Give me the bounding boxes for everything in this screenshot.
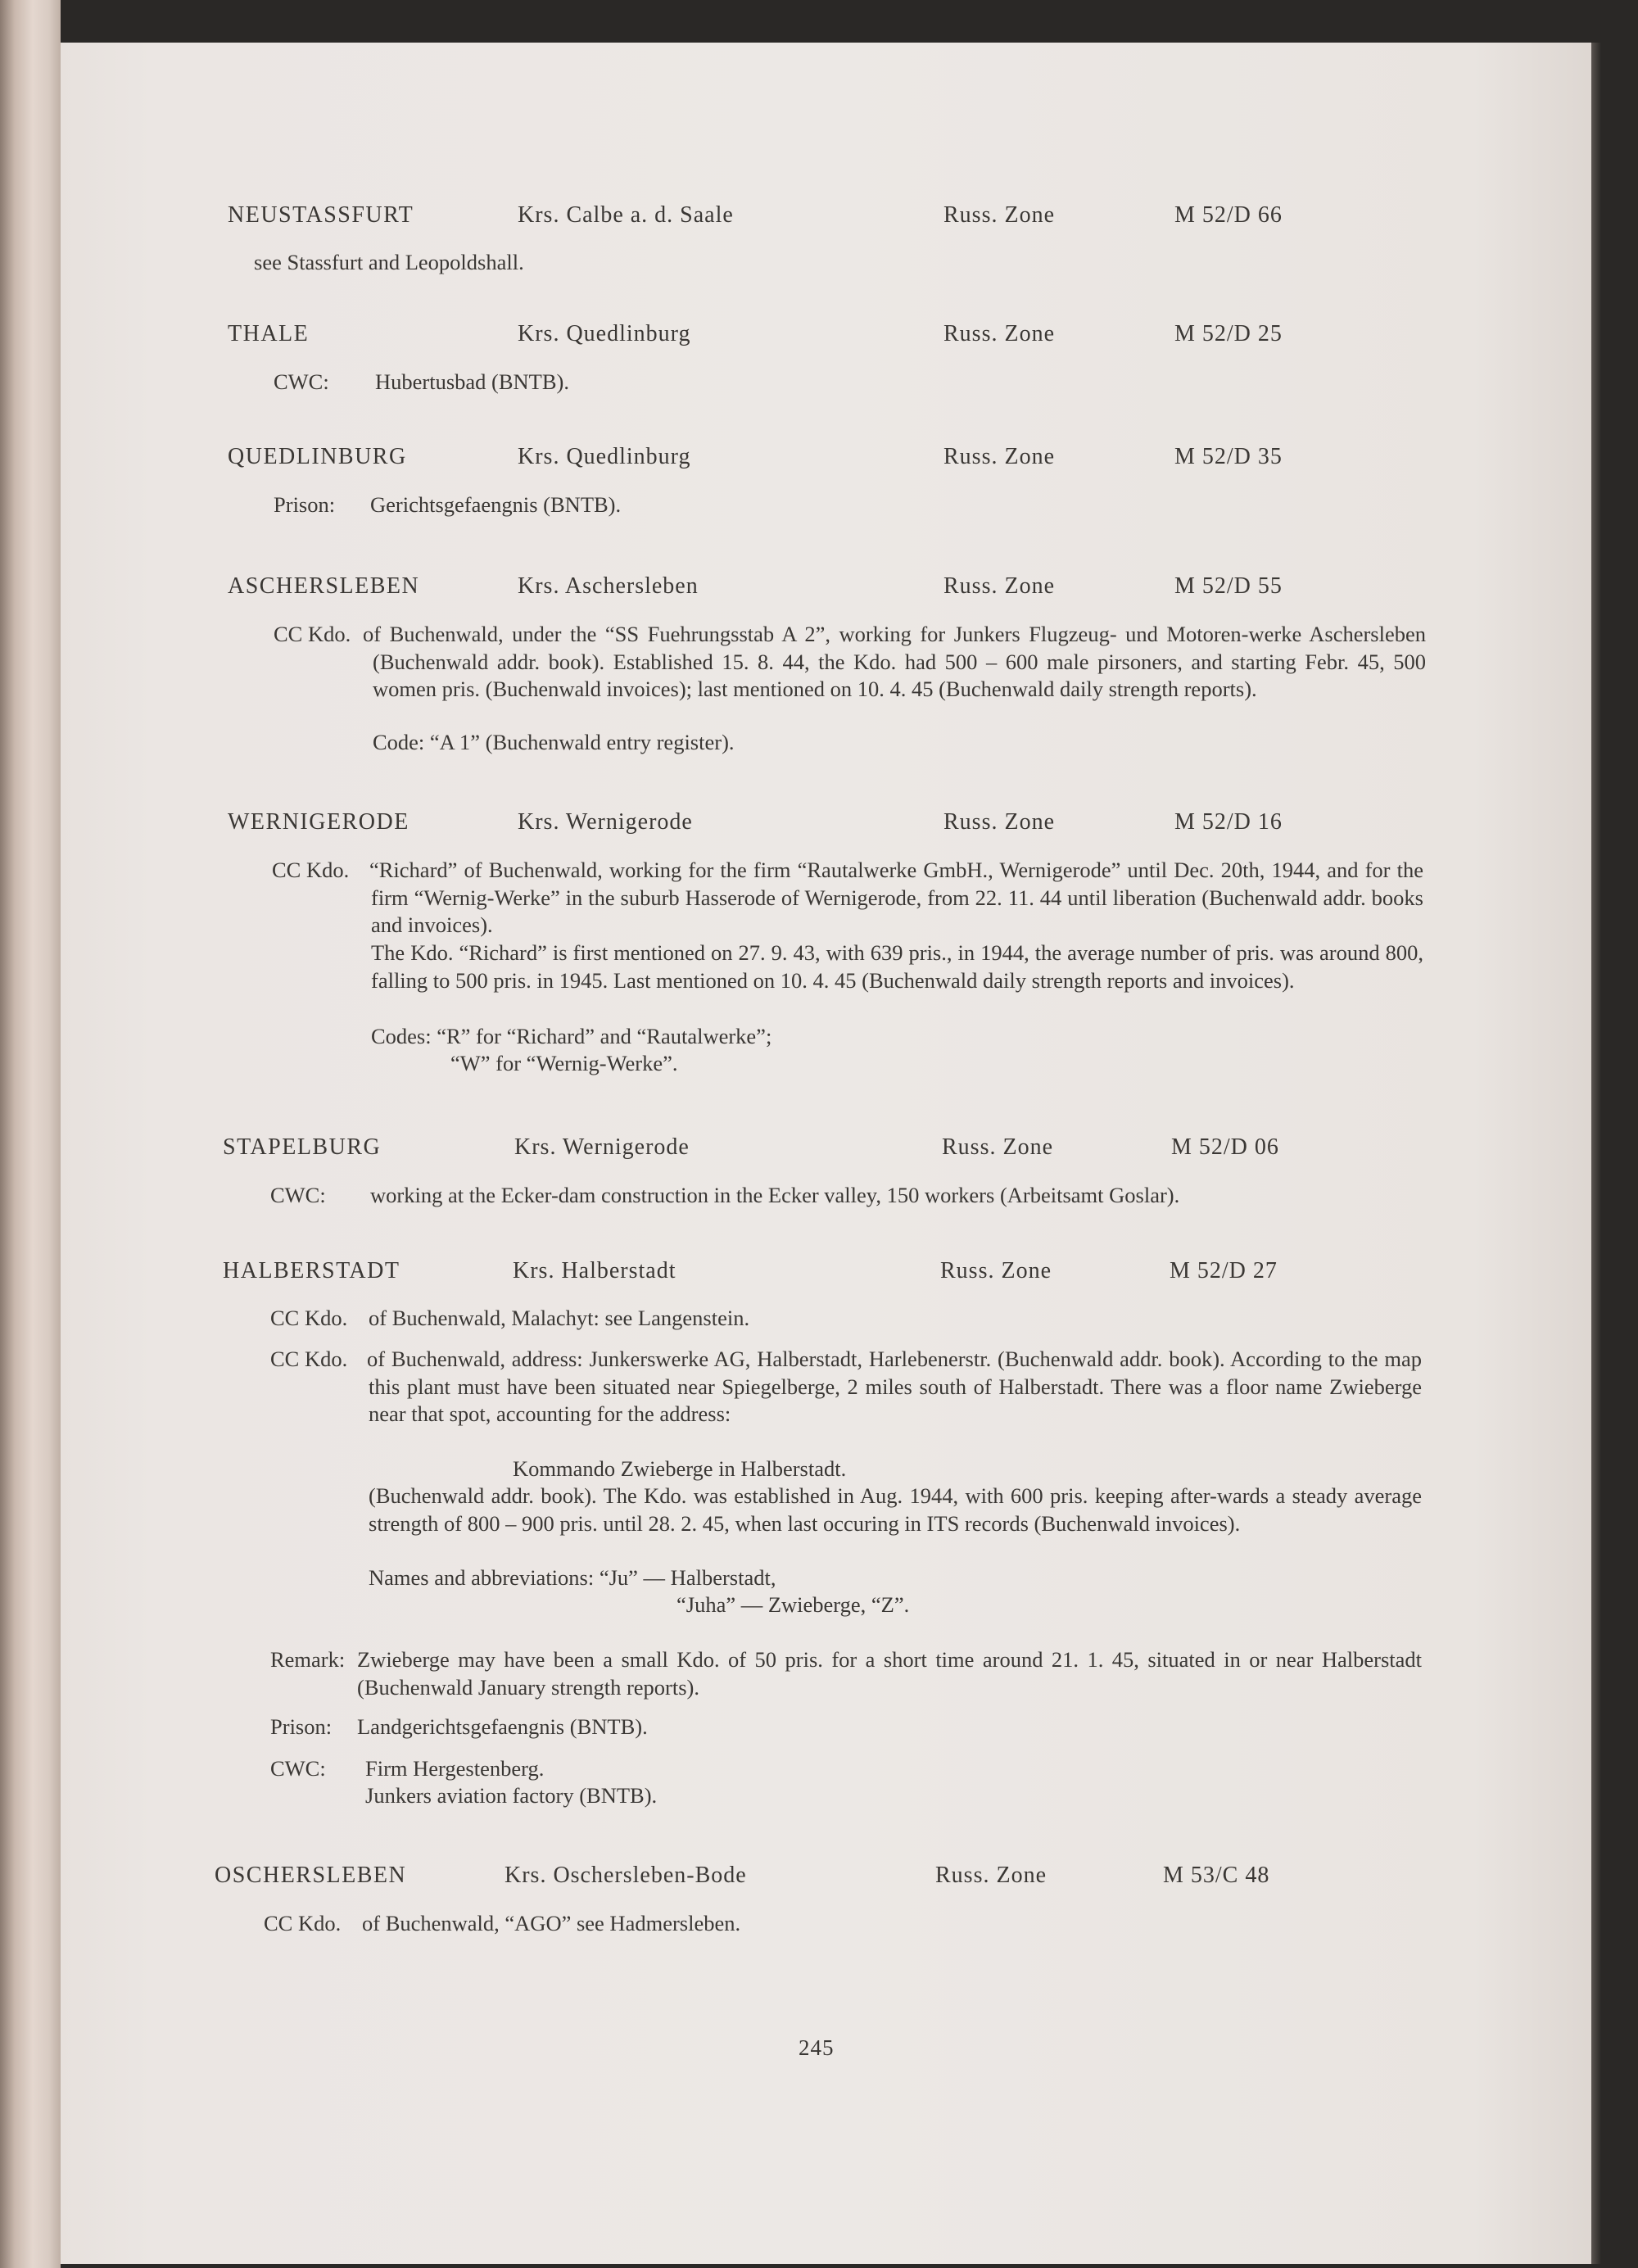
place-name: QUEDLINBURG (228, 444, 407, 469)
entry-code: Code: “A 1” (Buchenwald entry register). (373, 730, 735, 754)
zone: Russ. Zone (940, 1258, 1052, 1283)
entry-codes: “W” for “Wernig-Werke”. (450, 1051, 678, 1075)
district: Krs. Calbe a. d. Saale (518, 202, 734, 228)
entry-text: working at the Ecker-dam construction in the Ecker valley, 150 workers (Arbeitsamt Goslar). (370, 1183, 1180, 1207)
entry-remark (357, 1646, 1422, 1701)
zone: Russ. Zone (935, 1863, 1047, 1888)
zone: Russ. Zone (943, 573, 1055, 599)
entry-text: The Kdo. “Richard” is first mentioned on 27. 9. 43, with 639 pris., in 1944, the average number of pris. was around 800, falling to 500 pris. in 1945. Last mentioned on 10. 4. 45 (Buchenwald daily strength reports and invoices). (371, 940, 1423, 993)
entry-text: Firm Hergestenberg. (365, 1756, 545, 1781)
entry-header (0, 1258, 1638, 1291)
entry-label: CWC: (270, 1756, 326, 1781)
entry-note: see Stassfurt and Leopoldshall. (254, 250, 524, 274)
zone: Russ. Zone (942, 1134, 1053, 1160)
zone: Russ. Zone (943, 444, 1055, 469)
entry-text: of Buchenwald, address: Junkerswerke AG, Halberstadt, Harlebenerstr. (Buchenwald addr. book). According to the map this plant must have been situated near Spiegelberge, 2 miles south of Halberstadt. There was a floor name Zwieberge near that spot, accounting for the address: (367, 1347, 1422, 1426)
place-name: STAPELBURG (223, 1134, 382, 1160)
entry-header (0, 573, 1638, 606)
entry-header (0, 444, 1638, 477)
map-ref: M 52/D 27 (1170, 1258, 1278, 1283)
entry-text: of Buchenwald, “AGO” see Hadmersleben. (362, 1911, 741, 1935)
entry-label: Prison: (274, 492, 336, 517)
entry-label: CC Kdo. (274, 622, 351, 646)
entry-address: Kommando Zwieberge in Halberstadt. (513, 1456, 847, 1481)
remark-text: Zwieberge may have been a small Kdo. of 50 pris. for a short time around 21. 1. 45, situated in or near Halberstadt (Buchenwald January strength reports). (357, 1647, 1422, 1700)
entry-text: Hubertusbad (BNTB). (375, 369, 569, 394)
place-name: THALE (228, 321, 310, 346)
place-name: HALBERSTADT (223, 1258, 400, 1283)
entry-text: of Buchenwald, Malachyt: see Langenstein. (369, 1306, 750, 1330)
district: Krs. Aschersleben (518, 573, 699, 599)
entry-label: CC Kdo. (270, 1347, 348, 1371)
zone: Russ. Zone (943, 809, 1055, 835)
map-ref: M 53/C 48 (1163, 1863, 1270, 1888)
place-name: OSCHERSLEBEN (215, 1863, 407, 1888)
zone: Russ. Zone (943, 321, 1055, 346)
place-name: NEUSTASSFURT (228, 202, 414, 228)
entry-text: of Buchenwald, under the “SS Fuehrungsstab A 2”, working for Junkers Flugzeug- und Motoren-werke Aschersleben (Buchenwald addr. book). Established 15. 8. 44, the Kdo. had 500 – 600 male pirsoners, and starting Febr. 45, 500 women pris. (Buchenwald invoices); last mentioned on 10. 4. 45 (Buchenwald daily strength reports). (363, 622, 1426, 701)
entry-text: “Richard” of Buchenwald, working for the firm “Rautalwerke GmbH., Wernigerode” until Dec. 20th, 1944, and for the firm “Wernig-Werke” in the suburb Hasserode of Wernigerode, from 22. 11. 44 until liberation (Buchenwald addr. books and invoices). (369, 858, 1423, 937)
entry-header (0, 1863, 1638, 1895)
map-ref: M 52/D 35 (1174, 444, 1283, 469)
entry-codes: Codes: “R” for “Richard” and “Rautalwerke”; (371, 1024, 772, 1048)
place-name: WERNIGERODE (228, 809, 410, 835)
entry-text: Gerichtsgefaengnis (BNTB). (370, 492, 622, 517)
district: Krs. Quedlinburg (518, 321, 691, 346)
entry-header (0, 1134, 1638, 1167)
district: Krs. Halberstadt (513, 1258, 676, 1283)
entry-label: CC Kdo. (264, 1911, 342, 1935)
entry-header (0, 321, 1638, 354)
entry-text: Junkers aviation factory (BNTB). (365, 1783, 658, 1808)
entry-header (0, 202, 1638, 235)
district: Krs. Quedlinburg (518, 444, 691, 469)
district: Krs. Wernigerode (514, 1134, 690, 1160)
map-ref: M 52/D 25 (1174, 321, 1283, 346)
entry-label: CC Kdo. (272, 858, 350, 882)
zone: Russ. Zone (943, 202, 1055, 228)
entry-abbreviations: Names and abbreviations: “Ju” — Halberstadt, (369, 1565, 776, 1590)
page-number: 245 (799, 2035, 835, 2060)
map-ref: M 52/D 66 (1174, 202, 1283, 228)
place-name: ASCHERSLEBEN (228, 573, 420, 599)
map-ref: M 52/D 06 (1171, 1134, 1279, 1160)
entry-label: Remark: (270, 1647, 346, 1672)
map-ref: M 52/D 55 (1174, 573, 1283, 599)
entry-label: CWC: (270, 1183, 326, 1207)
entry-text: Landgerichtsgefaengnis (BNTB). (357, 1714, 648, 1739)
district: Krs. Oschersleben-Bode (505, 1863, 747, 1888)
entry-label: Prison: (270, 1714, 333, 1739)
district: Krs. Wernigerode (518, 809, 693, 835)
entry-header (0, 809, 1638, 842)
entry-text: (Buchenwald addr. book). The Kdo. was established in Aug. 1944, with 600 pris. keeping after-wards a steady average strength of 800 – 900 pris. until 28. 2. 45, when last occuring in ITS records (Buchenwald invoices). (369, 1483, 1422, 1536)
map-ref: M 52/D 16 (1174, 809, 1283, 835)
entry-label: CC Kdo. (270, 1306, 348, 1330)
entry-abbreviations: “Juha” — Zwieberge, “Z”. (676, 1592, 910, 1617)
entry-label: CWC: (274, 369, 329, 394)
